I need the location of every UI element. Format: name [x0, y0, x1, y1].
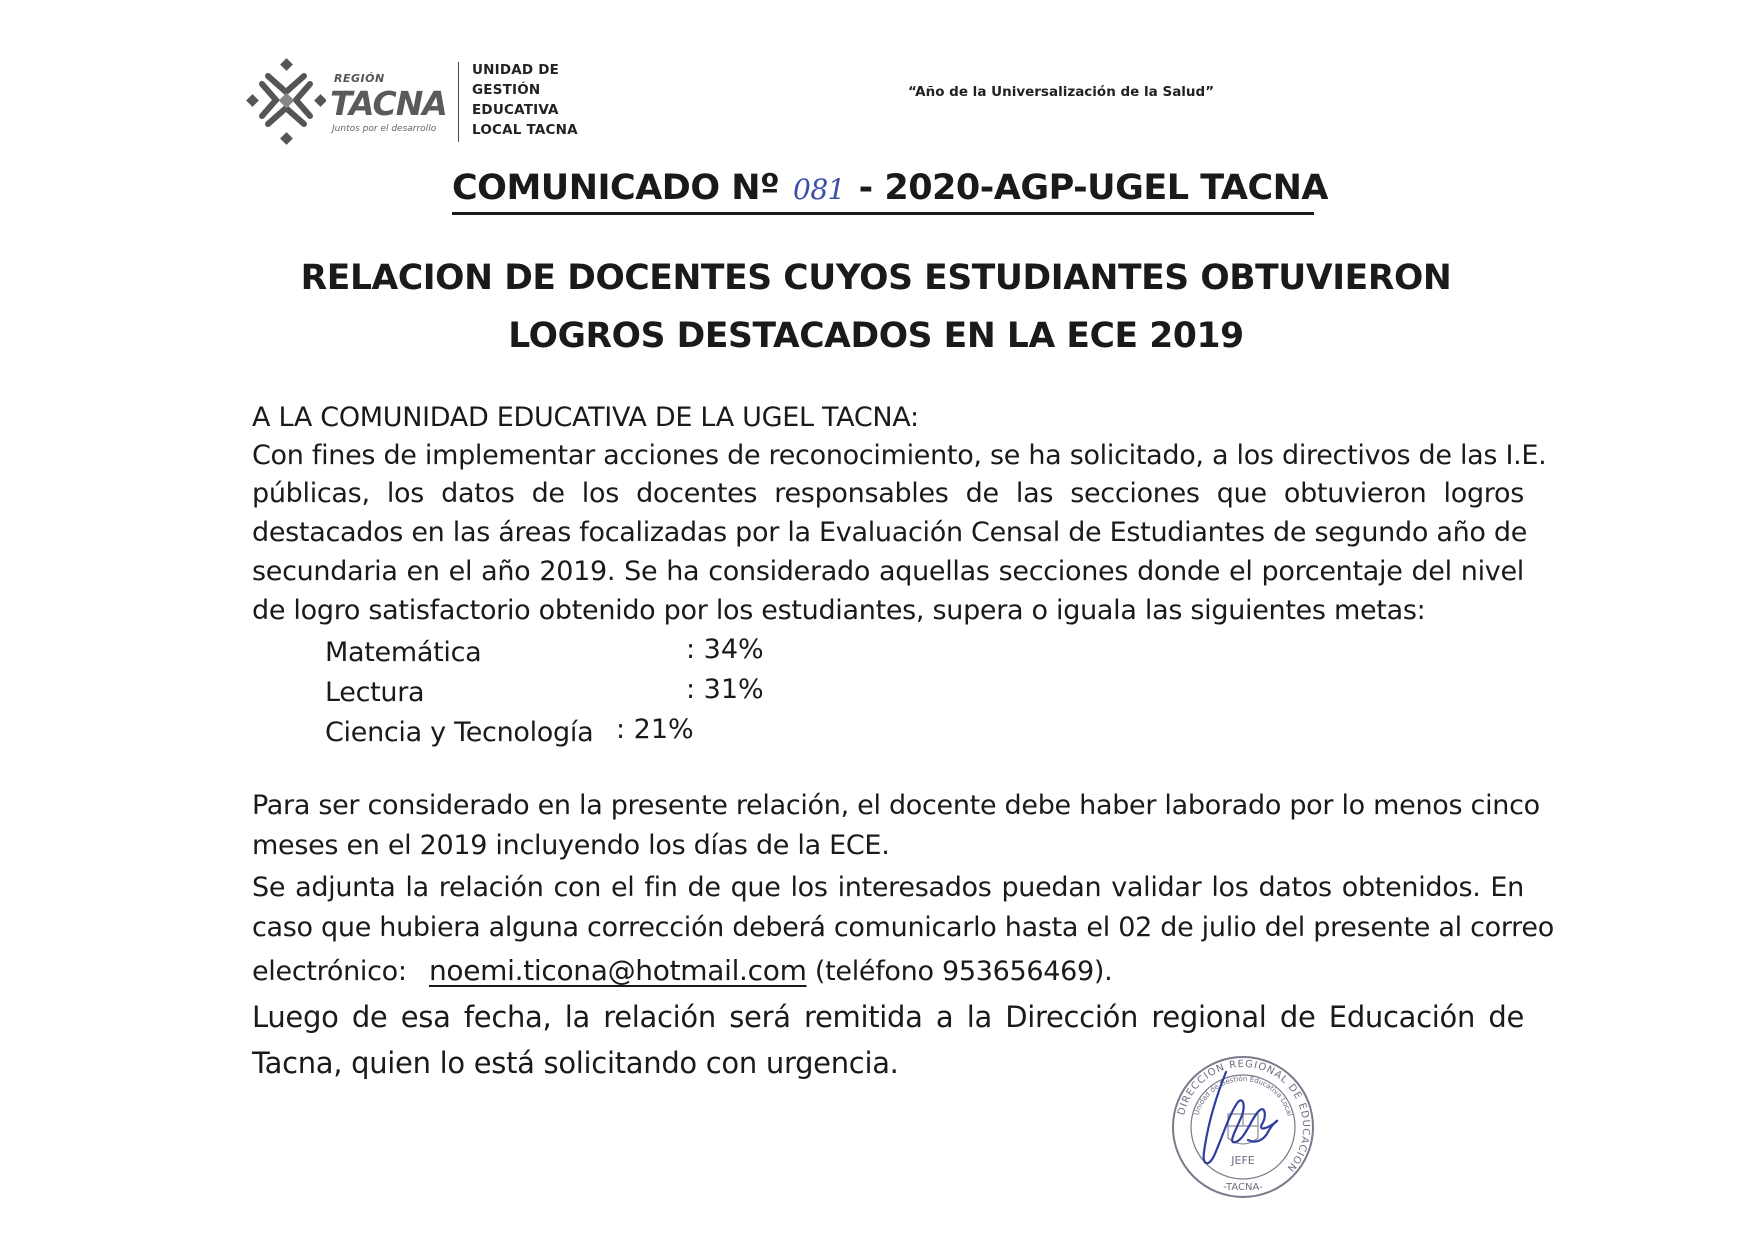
paragraph-line: Con fines de implementar acciones de reconocimiento, se ha solicitado, a los directivos de las I.E. [252, 440, 1547, 471]
unit-name [472, 60, 592, 140]
paragraph-line: caso que hubiera alguna corrección deberá comunicarlo hasta el 02 de julio del presente al correo [252, 912, 1554, 943]
goal-area: Lectura [325, 677, 425, 708]
paragraph-line: Luego de esa fecha, la relación será remitida a la Dirección regional de Educación de [252, 1000, 1524, 1034]
unit-name-line: GESTIÓN [472, 82, 541, 98]
paragraph-line: secundaria en el año 2019. Se ha considerado aquellas secciones donde el porcentaje del nivel [252, 556, 1524, 587]
contact-prefix: electrónico: [252, 956, 407, 987]
official-seal [1168, 1052, 1318, 1202]
document-heading-line: LOGROS DESTACADOS EN LA ECE 2019 [508, 316, 1244, 356]
goal-value: : 31% [686, 674, 764, 705]
seal-outer-text: DIRECCION REGIONAL DE EDUCACION [1176, 1058, 1312, 1174]
unit-name-line: UNIDAD DE [472, 62, 560, 78]
handwritten-number: 081 [793, 173, 845, 206]
paragraph-line: Se adjunta la relación con el fin de que los interesados puedan validar los datos obtenidos. En [252, 872, 1524, 903]
contact-phone: (teléfono 953656469). [814, 956, 1113, 987]
paragraph-line: Tacna, quien lo está solicitando con urgencia. [252, 1046, 899, 1080]
document-heading-line: RELACION DE DOCENTES CUYOS ESTUDIANTES OBTUVIERON [300, 258, 1452, 298]
goal-area: Ciencia y Tecnología [325, 717, 594, 748]
logo-divider [458, 62, 459, 142]
paragraph-line: públicas, los datos de los docentes responsables de las secciones que obtuvieron logros [252, 478, 1524, 509]
logo-tagline: Juntos por el desarrollo [332, 124, 437, 134]
paragraph-line: de logro satisfactorio obtenido por los estudiantes, supera o iguala las siguientes metas: [252, 595, 1426, 626]
communique-suffix: - 2020-AGP-UGEL TACNA [858, 168, 1329, 208]
title-underline [452, 212, 1314, 215]
communique-title [452, 168, 1329, 208]
contact-email-link[interactable]: noemi.ticona@hotmail.com [428, 954, 807, 987]
communique-prefix: COMUNICADO Nº [452, 168, 780, 208]
region-tacna-emblem-icon [246, 58, 326, 148]
logo-region-label: REGIÓN [334, 72, 385, 85]
paragraph-line: meses en el 2019 incluyendo los días de la ECE. [252, 830, 890, 861]
ugel-logo [246, 58, 586, 148]
goal-value: : 34% [686, 634, 764, 665]
seal-bottom-text: -TACNA- [1223, 1182, 1263, 1193]
year-motto: “Año de la Universalización de la Salud” [908, 84, 1215, 100]
goal-value: : 21% [616, 714, 694, 745]
seal-center-text: JEFE [1231, 1154, 1255, 1167]
unit-name-line: LOCAL TACNA [472, 122, 578, 138]
paragraph-line: Para ser considerado en la presente relación, el docente debe haber laborado por lo menos cinco [252, 790, 1540, 821]
contact-line [252, 954, 1524, 987]
paragraph-line: destacados en las áreas focalizadas por la Evaluación Censal de Estudiantes de segundo año de [252, 517, 1528, 548]
goal-area: Matemática [325, 637, 482, 668]
logo-name: TACNA [330, 84, 447, 123]
unit-name-line: EDUCATIVA [472, 102, 559, 118]
salutation: A LA COMUNIDAD EDUCATIVA DE LA UGEL TACNA: [252, 402, 919, 433]
seal-inner-text: Unidad de Gestión Educativa Local [1192, 1074, 1294, 1117]
